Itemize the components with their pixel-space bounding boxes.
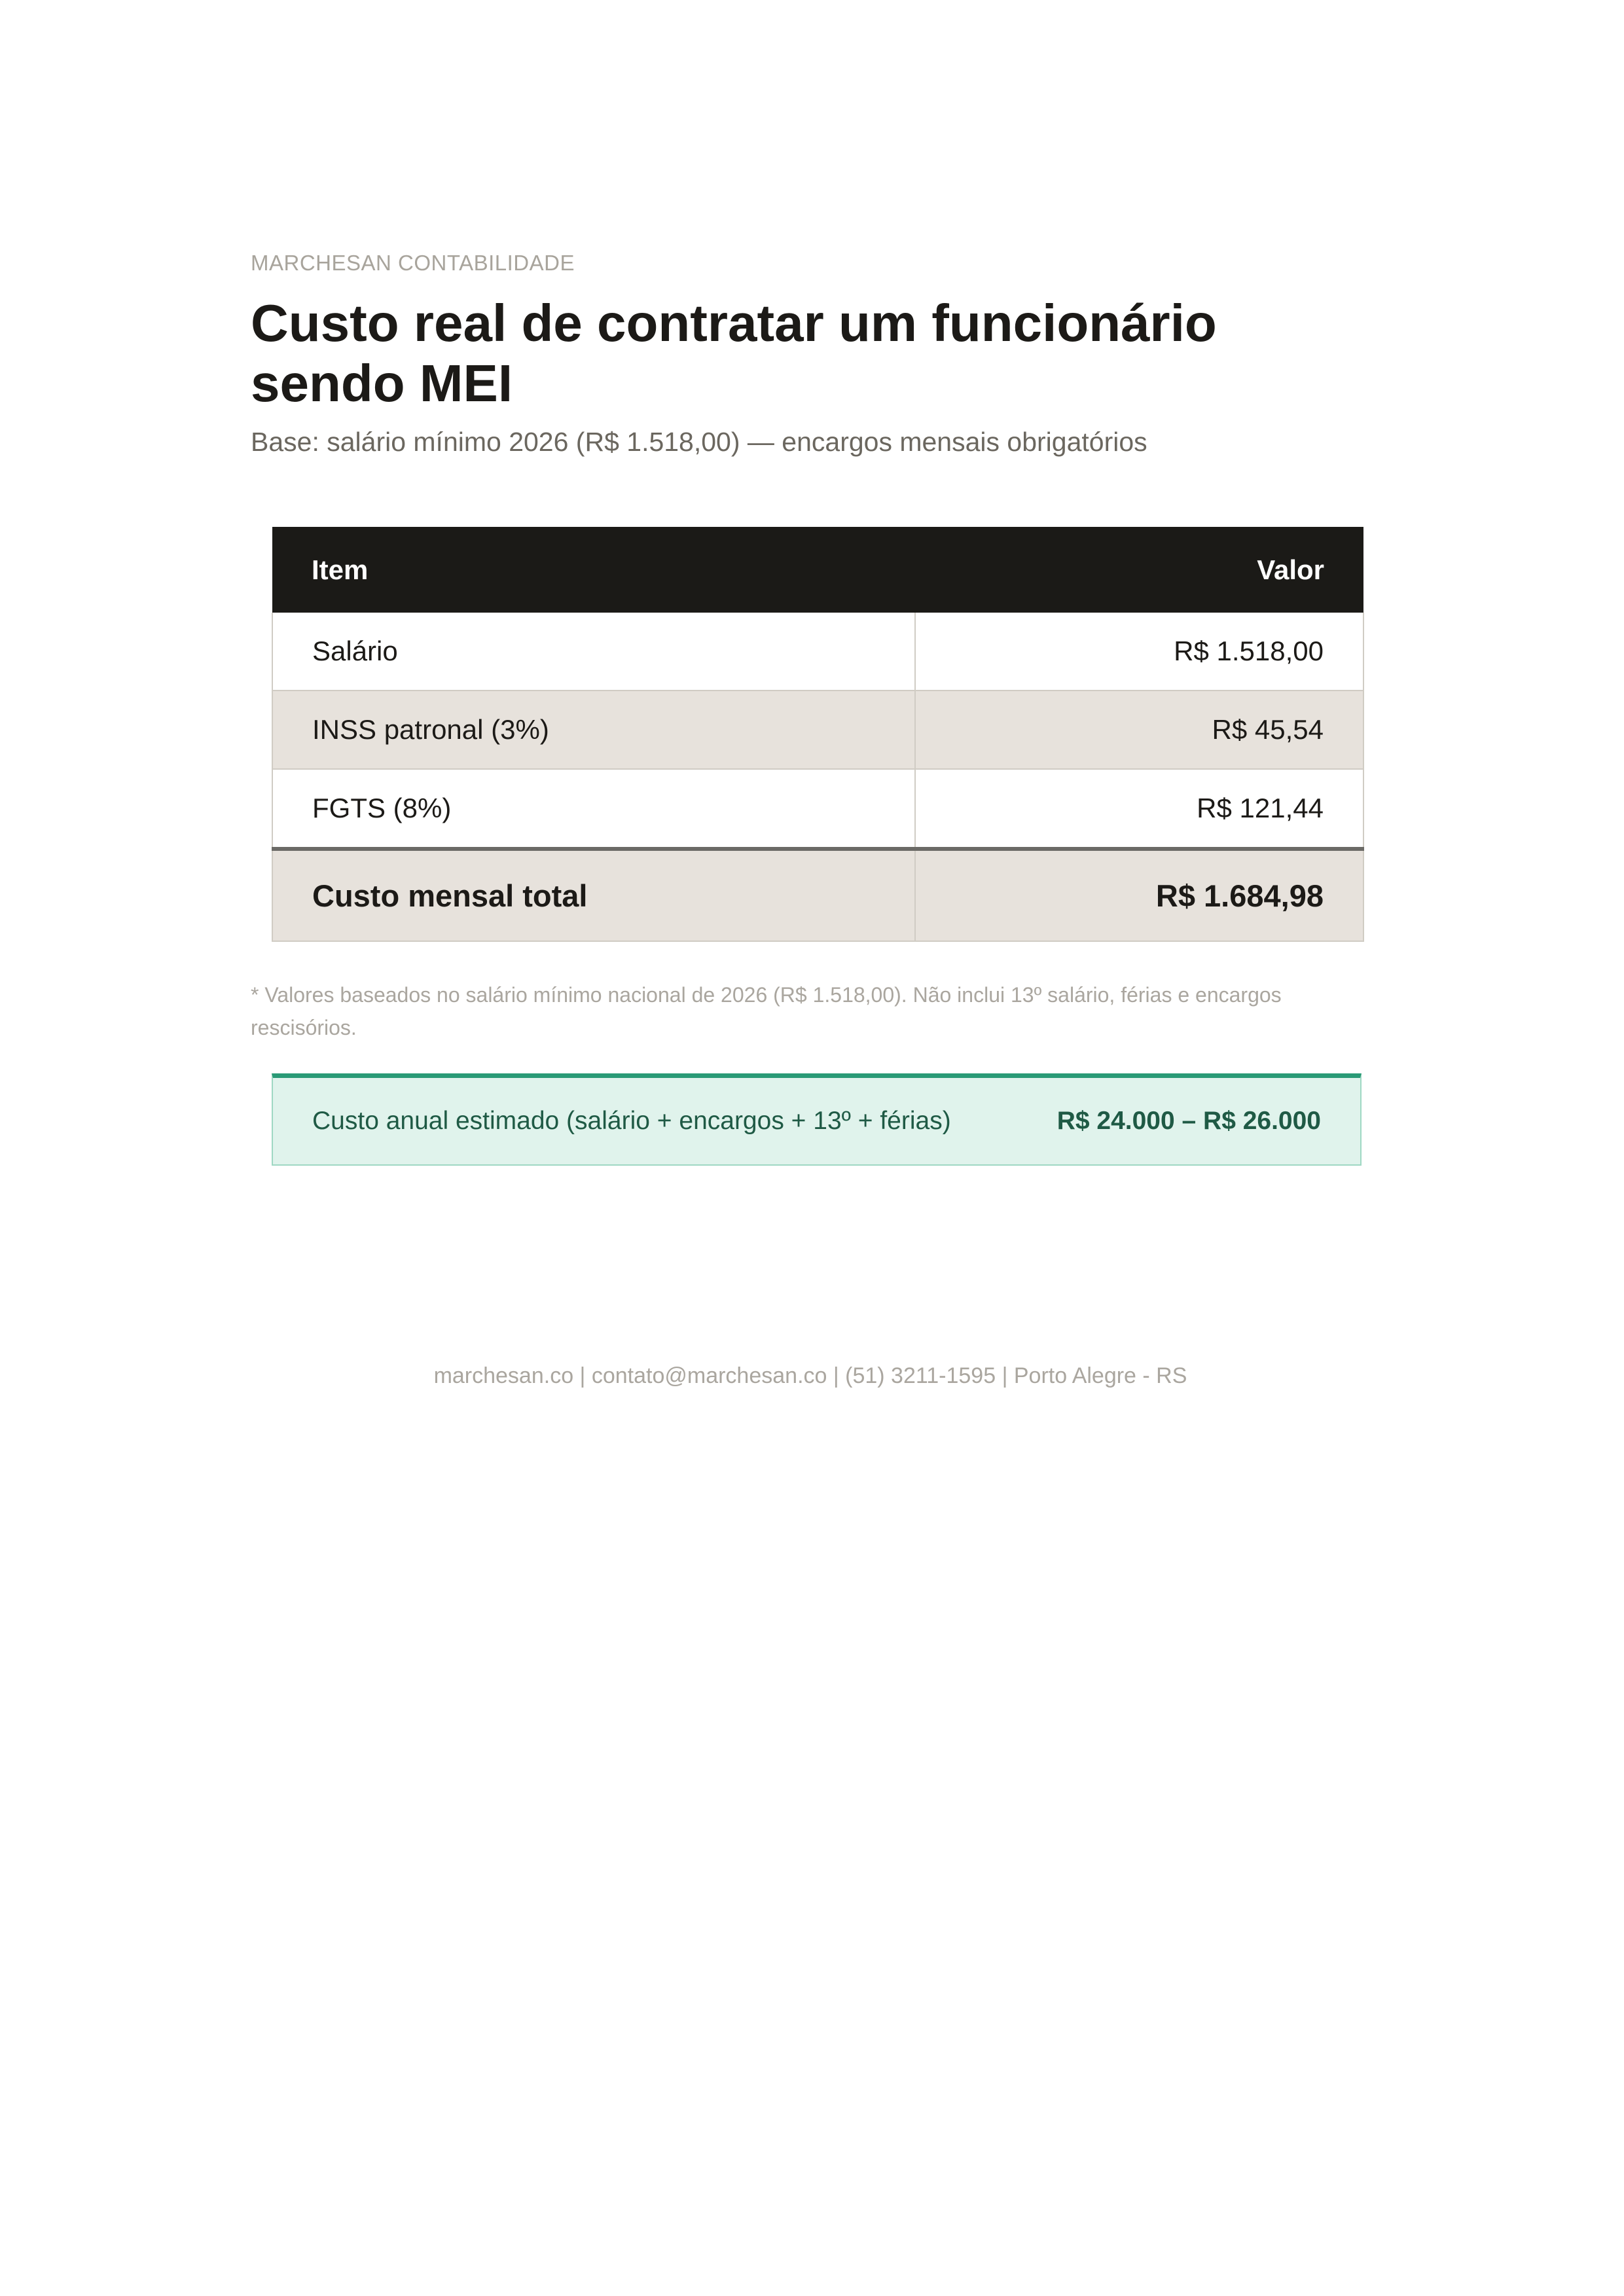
page-title: Custo real de contratar um funcionário sendo MEI [251,294,1217,412]
row-value-inss: R$ 45,54 [915,691,1363,769]
row-value-salario: R$ 1.518,00 [915,613,1363,691]
column-header-item: Item [272,527,915,613]
footnote: * Valores baseados no salário mínimo nacional de 2026 (R$ 1.518,00). Não inclui 13º salário, férias e encargos rescisórios. [251,983,1282,1039]
table-row [272,769,1363,849]
cost-table [272,527,1364,942]
row-item-fgts: FGTS (8%) [272,769,915,849]
row-item-inss: INSS patronal (3%) [272,691,915,769]
total-label: Custo mensal total [272,849,915,941]
annual-cost-label: Custo anual estimado (salário + encargos + 13º + férias) [312,1107,951,1135]
annual-cost-callout [272,1073,1362,1166]
column-header-value: Valor [915,527,1363,613]
page-subtitle: Base: salário mínimo 2026 (R$ 1.518,00) — encargos mensais obrigatórios [251,427,1147,457]
table-total-row [272,849,1363,941]
annual-cost-value: R$ 24.000 – R$ 26.000 [1056,1107,1321,1135]
table-header-row [272,527,1363,613]
total-value: R$ 1.684,98 [915,849,1363,941]
row-value-fgts: R$ 121,44 [915,769,1363,849]
company-name: MARCHESAN CONTABILIDADE [251,251,575,275]
table-row [272,613,1363,691]
row-item-salario: Salário [272,613,915,691]
table-row [272,691,1363,769]
cost-table-container [272,527,1364,942]
footer-contact: marchesan.co | contato@marchesan.co | (51) 3211-1595 | Porto Alegre - RS [433,1363,1187,1388]
